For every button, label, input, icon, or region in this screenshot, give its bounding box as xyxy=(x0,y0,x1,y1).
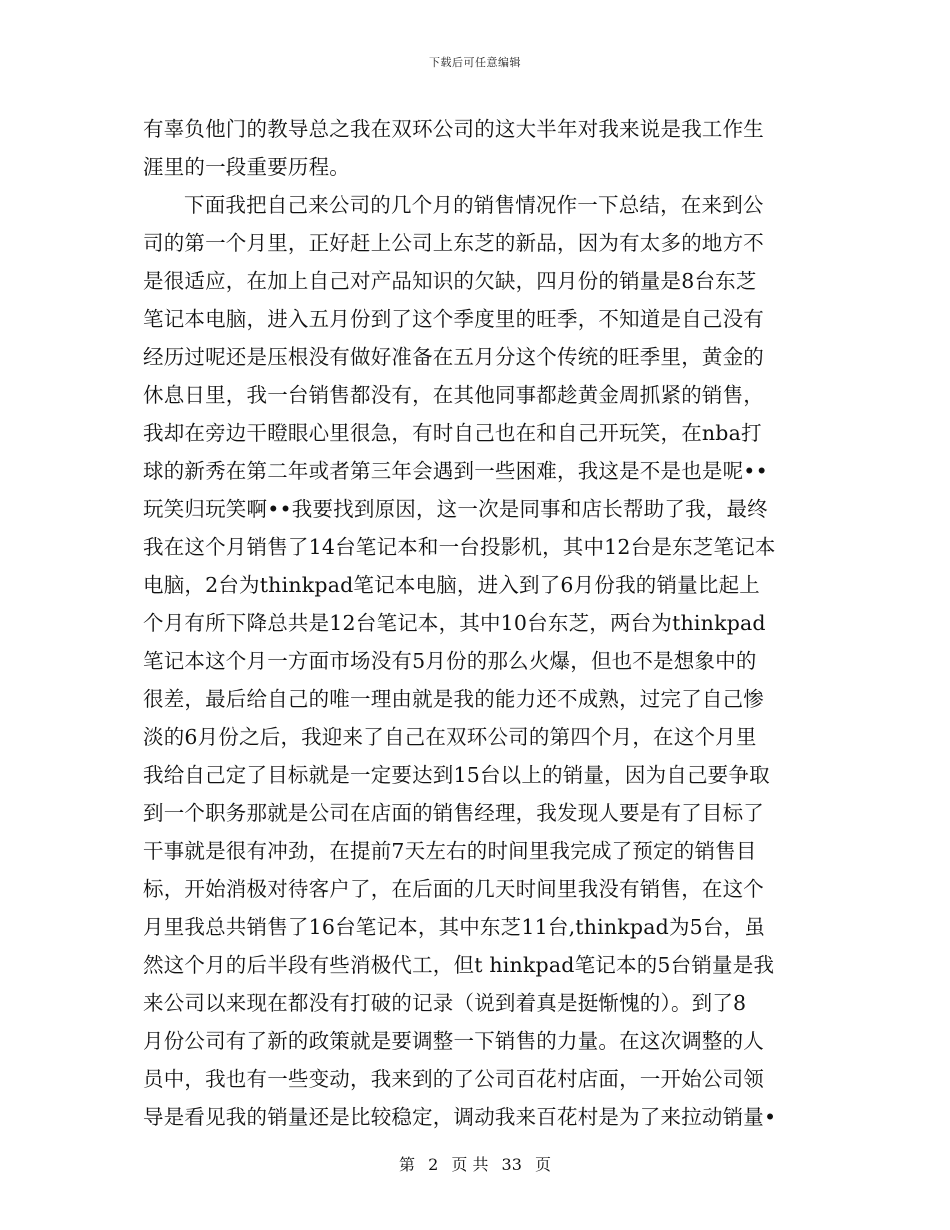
page-footer xyxy=(0,1152,950,1175)
text-line: 我却在旁边干瞪眼心里很急，有时自己也在和自己开玩笑，在nba打 xyxy=(143,421,762,445)
footer-suffix: 页 xyxy=(535,1155,552,1174)
text-line: 涯里的一段重要历程。 xyxy=(143,155,350,179)
text-line: 员中，我也有一些变动，我来到的了公司百花村店面，一开始公司领 xyxy=(143,1067,764,1091)
body-text xyxy=(143,110,811,1136)
text-line: 月份公司有了新的政策就是要调整一下销售的力量。在这次调整的人 xyxy=(143,1029,764,1053)
paragraph-start-line: 下面我把自己来公司的几个月的销售情况作一下总结，在来到公 xyxy=(184,193,764,217)
text-line: 然这个月的后半段有些消极代工，但t hinkpad笔记本的5台销量是我 xyxy=(143,953,775,977)
text-line: 标，开始消极对待客户了，在后面的几天时间里我没有销售，在这个 xyxy=(143,877,764,901)
text-line: 笔记本电脑，进入五月份到了这个季度里的旺季，不知道是自己没有 xyxy=(143,307,764,331)
text-line: 淡的6月份之后，我迎来了自己在双环公司的第四个月，在这个月里 xyxy=(143,725,757,749)
text-line: 电脑，2台为thinkpad笔记本电脑，进入到了6月份我的销量比起上 xyxy=(143,573,760,597)
text-line: 是很适应，在加上自己对产品知识的欠缺，四月份的销量是8台东芝 xyxy=(143,269,757,293)
text-line: 司的第一个月里，正好赶上公司上东芝的新品，因为有太多的地方不 xyxy=(143,231,764,255)
text-line: 球的新秀在第二年或者第三年会遇到一些困难，我这是不是也是呢•• xyxy=(143,459,768,483)
text-line: 个月有所下降总共是12台笔记本，其中10台东芝，两台为thinkpad xyxy=(143,611,766,635)
text-line: 有辜负他门的教导总之我在双环公司的这大半年对我来说是我工作生 xyxy=(143,117,764,141)
text-line: 我在这个月销售了14台笔记本和一台投影机，其中12台是东芝笔记本 xyxy=(143,535,776,559)
footer-prefix: 第 xyxy=(398,1155,415,1174)
footer-middle: 页 共 xyxy=(451,1155,489,1174)
text-line: 很差，最后给自己的唯一理由就是我的能力还不成熟，过完了自己惨 xyxy=(143,687,764,711)
text-line: 笔记本这个月一方面市场没有5月份的那么火爆，但也不是想象中的 xyxy=(143,649,757,673)
text-line: 导是看见我的销量还是比较稳定，调动我来百花村是为了来拉动销量• xyxy=(143,1105,777,1129)
total-pages: 33 xyxy=(501,1155,522,1174)
text-line: 来公司以来现在都没有打破的记录（说到着真是挺惭愧的）。到了8 xyxy=(143,991,747,1015)
page-number: 2 xyxy=(428,1155,439,1174)
text-line: 玩笑归玩笑啊••我要找到原因，这一次是同事和店长帮助了我，最终 xyxy=(143,497,768,521)
text-line: 干事就是很有冲劲，在提前7天左右的时间里我完成了预定的销售目 xyxy=(143,839,757,863)
text-line: 休息日里，我一台销售都没有，在其他同事都趁黄金周抓紧的销售， xyxy=(143,383,764,407)
text-line: 经历过呢还是压根没有做好准备在五月分这个传统的旺季里，黄金的 xyxy=(143,345,764,369)
text-line: 我给自己定了目标就是一定要达到15台以上的销量，因为自己要争取 xyxy=(143,763,770,787)
text-line: 到一个职务那就是公司在店面的销售经理，我发现人要是有了目标了 xyxy=(143,801,764,825)
page-header: 下载后可任意编辑 xyxy=(429,56,521,69)
text-line: 月里我总共销售了16台笔记本，其中东芝11台,thinkpad为5台，虽 xyxy=(143,915,766,939)
